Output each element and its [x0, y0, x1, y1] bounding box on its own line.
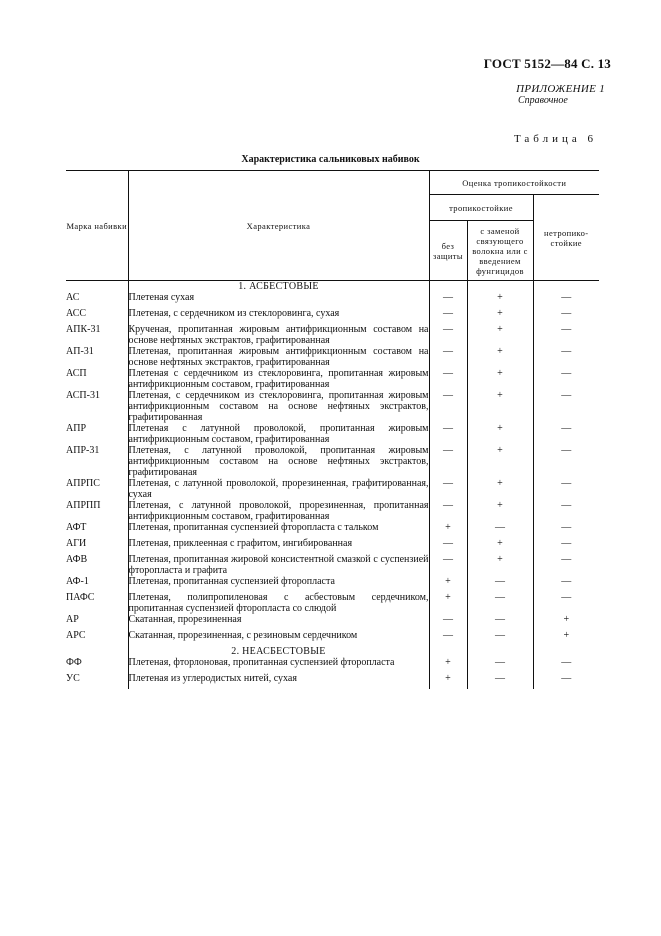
- section-title: 1. АСБЕСТОВЫЕ: [128, 281, 429, 293]
- packing-code: АР: [66, 614, 79, 625]
- section-title: 2. НЕАСБЕСТОВЫЕ: [128, 646, 429, 657]
- section-mark-spacer: [467, 281, 533, 293]
- assessment-non-tropic: +: [533, 630, 599, 646]
- assessment-no-protection: —: [429, 500, 467, 522]
- packing-description: Скатанная, прорезиненная, с резиновым сердечником: [128, 630, 429, 646]
- assessment-no-protection: —: [429, 308, 467, 324]
- table-number: Таблица 6: [513, 133, 597, 145]
- column-header-with-replacement: с заменой связующего волокна или с введением фунгицидов: [467, 221, 533, 281]
- assessment-no-protection: —: [429, 368, 467, 390]
- packing-code: АФТ: [66, 522, 87, 533]
- packing-description: Скатанная, прорезиненная: [128, 614, 429, 630]
- table-row: [66, 478, 599, 500]
- assessment-non-tropic: —: [533, 657, 599, 673]
- packing-description: Плетеная, приклеенная с графитом, ингибированная: [128, 538, 429, 554]
- assessment-no-protection: —: [429, 324, 467, 346]
- packing-description: Крученая, пропитанная жировым антифрикционным составом на основе нефтяных экстрактов, графитированная: [128, 324, 429, 346]
- table-row: [66, 292, 599, 308]
- table-row: [66, 500, 599, 522]
- assessment-with-replacement: +: [467, 445, 533, 478]
- table-row: [66, 423, 599, 445]
- assessment-non-tropic: —: [533, 308, 599, 324]
- assessment-no-protection: —: [429, 554, 467, 576]
- section-mark-spacer: [533, 646, 599, 657]
- assessment-non-tropic: —: [533, 538, 599, 554]
- table-title: Характеристика сальниковых набивок: [241, 154, 420, 165]
- table-row: [66, 614, 599, 630]
- assessment-no-protection: —: [429, 538, 467, 554]
- assessment-with-replacement: +: [467, 554, 533, 576]
- packing-description: Плетеная с сердечником из стеклоровинга, пропитанная жировым антифрикционным составом, графитированная: [128, 368, 429, 390]
- column-header-assessment: Оценка тропикостойкости: [429, 171, 599, 195]
- packing-description: Плетеная, полипропиленовая с асбестовым сердечником, пропитанная суспензией фторопласта со слюдой: [128, 592, 429, 614]
- assessment-no-protection: +: [429, 592, 467, 614]
- assessment-with-replacement: +: [467, 538, 533, 554]
- table-row: [66, 673, 599, 689]
- packing-code: АПК-31: [66, 324, 101, 335]
- assessment-no-protection: +: [429, 657, 467, 673]
- column-header-non-tropic: нетропико-стойкие: [533, 195, 599, 281]
- assessment-non-tropic: —: [533, 592, 599, 614]
- packing-description: Плетеная из углеродистых нитей, сухая: [128, 673, 429, 689]
- packing-description: Плетеная, с сердечником из стеклоровинга, пропитанная жировым антифрикционным составом на основе нефтяных экстрактов, графитированная: [128, 390, 429, 423]
- assessment-non-tropic: —: [533, 324, 599, 346]
- packing-description: Плетеная, пропитанная суспензией фторопласта: [128, 576, 429, 592]
- assessment-no-protection: +: [429, 576, 467, 592]
- packing-description: Плетеная сухая: [128, 292, 429, 308]
- packing-description: Плетеная, пропитанная жировым антифрикционным составом на основе нефтяных экстрактов, графитированная: [128, 346, 429, 368]
- packing-characteristics-table: [66, 170, 599, 689]
- section-spacer: [66, 646, 128, 657]
- assessment-no-protection: —: [429, 478, 467, 500]
- document-reference: ГОСТ 5152—84 С. 13: [483, 56, 611, 71]
- assessment-with-replacement: +: [467, 390, 533, 423]
- assessment-non-tropic: +: [533, 614, 599, 630]
- packing-code: АПР-31: [66, 445, 100, 456]
- column-header-characteristic: Характеристика: [128, 171, 429, 281]
- table-row: [66, 368, 599, 390]
- appendix-title: ПРИЛОЖЕНИЕ 1: [516, 83, 605, 95]
- table-row: [66, 390, 599, 423]
- assessment-no-protection: +: [429, 673, 467, 689]
- packing-code: ФФ: [66, 657, 82, 668]
- assessment-with-replacement: +: [467, 423, 533, 445]
- packing-code: УС: [66, 673, 80, 684]
- assessment-no-protection: —: [429, 390, 467, 423]
- packing-code: АФ-1: [66, 576, 89, 587]
- packing-code: АСП: [66, 368, 87, 379]
- packing-code: АРС: [66, 630, 86, 641]
- section-mark-spacer: [467, 646, 533, 657]
- packing-code: АСС: [66, 308, 87, 319]
- column-header-no-protection: без защиты: [429, 221, 467, 281]
- assessment-with-replacement: +: [467, 308, 533, 324]
- packing-code: АП-31: [66, 346, 94, 357]
- assessment-with-replacement: —: [467, 522, 533, 538]
- packing-description: Плетеная, пропитанная суспензией фторопласта с тальком: [128, 522, 429, 538]
- assessment-non-tropic: —: [533, 445, 599, 478]
- packing-code: ПАФС: [66, 592, 95, 603]
- assessment-non-tropic: —: [533, 522, 599, 538]
- assessment-with-replacement: +: [467, 500, 533, 522]
- packing-description: Плетеная, с латунной проволокой, пропитанная жировым антифрикционным составом на основе нефтяных экстрактов, графитированая: [128, 445, 429, 478]
- assessment-with-replacement: +: [467, 368, 533, 390]
- packing-code: АГИ: [66, 538, 87, 549]
- assessment-with-replacement: +: [467, 346, 533, 368]
- assessment-no-protection: +: [429, 522, 467, 538]
- table-row: [66, 324, 599, 346]
- section-mark-spacer: [429, 281, 467, 293]
- packing-code: АПРПС: [66, 478, 100, 489]
- assessment-no-protection: —: [429, 630, 467, 646]
- assessment-with-replacement: +: [467, 324, 533, 346]
- assessment-non-tropic: —: [533, 346, 599, 368]
- assessment-non-tropic: —: [533, 292, 599, 308]
- assessment-non-tropic: —: [533, 554, 599, 576]
- assessment-no-protection: —: [429, 614, 467, 630]
- assessment-with-replacement: —: [467, 576, 533, 592]
- appendix-type: Справочное: [518, 95, 568, 106]
- assessment-non-tropic: —: [533, 500, 599, 522]
- table-row: [66, 522, 599, 538]
- assessment-non-tropic: —: [533, 673, 599, 689]
- packing-code: АС: [66, 292, 80, 303]
- assessment-no-protection: —: [429, 423, 467, 445]
- assessment-with-replacement: —: [467, 592, 533, 614]
- section-row: [66, 281, 599, 293]
- table-row: [66, 346, 599, 368]
- assessment-with-replacement: +: [467, 292, 533, 308]
- table-row: [66, 538, 599, 554]
- packing-code: АПР: [66, 423, 87, 434]
- assessment-with-replacement: +: [467, 478, 533, 500]
- column-header-mark: Марка набивки: [66, 171, 128, 281]
- packing-description: Плетеная, с латунной проволокой, прорезиненная, графитированная, сухая: [128, 478, 429, 500]
- table-row: [66, 308, 599, 324]
- table-row: [66, 630, 599, 646]
- column-header-tropic-resistant: тропикостойкие: [429, 195, 533, 221]
- assessment-with-replacement: —: [467, 614, 533, 630]
- packing-description: Плетеная, с сердечником из стеклоровинга, сухая: [128, 308, 429, 324]
- assessment-non-tropic: —: [533, 478, 599, 500]
- packing-description: Плетеная, с латунной проволокой, прорезиненная, пропитанная антифрикционным составом, графитированная: [128, 500, 429, 522]
- section-spacer: [66, 281, 128, 293]
- packing-description: Плетеная, пропитанная жировой консистентной смазкой с суспензией фторопласта и графита: [128, 554, 429, 576]
- assessment-no-protection: —: [429, 292, 467, 308]
- assessment-with-replacement: —: [467, 657, 533, 673]
- assessment-with-replacement: —: [467, 673, 533, 689]
- packing-description: Плетеная с латунной проволокой, пропитанная жировым антифрикционным составом, графитированная: [128, 423, 429, 445]
- packing-code: АФВ: [66, 554, 88, 565]
- packing-description: Плетеная, фторлоновая, пропитанная суспензией фторопласта: [128, 657, 429, 673]
- section-mark-spacer: [429, 646, 467, 657]
- assessment-non-tropic: —: [533, 576, 599, 592]
- table-row: [66, 657, 599, 673]
- assessment-no-protection: —: [429, 445, 467, 478]
- assessment-non-tropic: —: [533, 423, 599, 445]
- table-row: [66, 445, 599, 478]
- assessment-non-tropic: —: [533, 390, 599, 423]
- assessment-non-tropic: —: [533, 368, 599, 390]
- assessment-no-protection: —: [429, 346, 467, 368]
- table-row: [66, 576, 599, 592]
- section-row: [66, 646, 599, 657]
- table-row: [66, 554, 599, 576]
- packing-code: АПРПП: [66, 500, 101, 511]
- table-body: [66, 281, 599, 690]
- section-mark-spacer: [533, 281, 599, 293]
- table-row: [66, 592, 599, 614]
- packing-code: АСП-31: [66, 390, 100, 401]
- assessment-with-replacement: —: [467, 630, 533, 646]
